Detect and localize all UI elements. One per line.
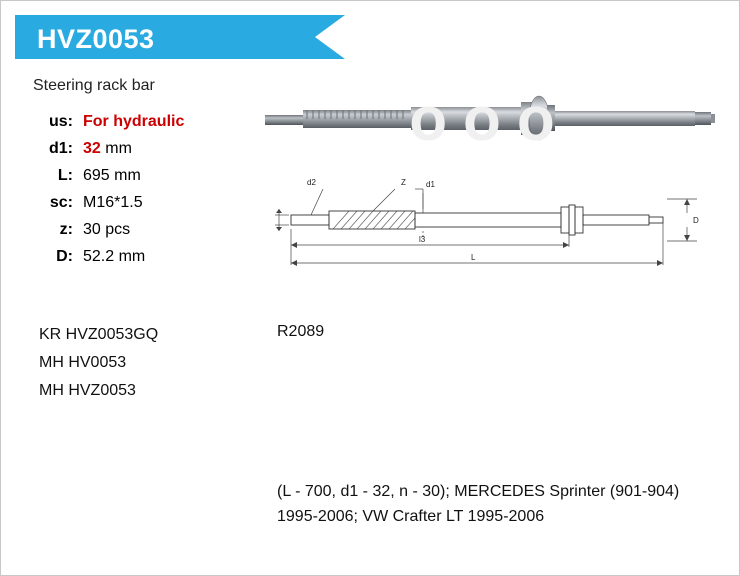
spec-value — [83, 194, 184, 221]
spec-key: z: — [59, 221, 73, 238]
drawing-label-z: Z — [401, 178, 406, 187]
spec-unit: mm — [105, 140, 132, 157]
table-row — [33, 194, 184, 221]
product-subtitle: Steering rack bar — [33, 77, 155, 94]
cross-reference-list — [39, 321, 158, 405]
spec-key: D: — [56, 248, 73, 265]
spec-key: d1: — [49, 140, 73, 157]
spec-value-text: 30 — [83, 221, 101, 238]
spec-value-text: 52.2 — [83, 248, 115, 265]
drawing-svg — [263, 169, 715, 279]
table-row — [33, 113, 184, 140]
list-item: MH HV0053 — [39, 354, 127, 371]
spec-table — [33, 113, 184, 275]
spec-key: L: — [57, 167, 73, 184]
spec-unit: mm — [118, 248, 146, 265]
list-item: MH HVZ0053 — [39, 382, 136, 399]
spec-unit: mm — [114, 167, 141, 184]
reference-code: R2089 — [277, 323, 325, 340]
spec-value-text: For hydraulic — [83, 113, 185, 130]
drawing-label-l3: l3 — [419, 235, 426, 244]
list-item: KR HVZ0053GQ — [39, 326, 159, 343]
drawing-label-d2: d2 — [307, 178, 316, 187]
spec-value — [83, 140, 184, 167]
technical-drawing — [263, 169, 715, 279]
spec-unit: pcs — [105, 221, 131, 238]
product-photo — [259, 75, 721, 163]
spec-value — [83, 221, 184, 248]
table-row — [33, 140, 184, 167]
drawing-label-L: L — [471, 253, 476, 262]
spec-value-text: 32 — [83, 140, 101, 157]
table-row — [33, 248, 184, 275]
drawing-label-D: D — [693, 216, 699, 225]
page-title: HVZ0053 — [37, 24, 155, 54]
drawing-label-d1: d1 — [426, 180, 435, 189]
table-row — [33, 167, 184, 194]
header-banner — [15, 15, 345, 59]
application-text: (L - 700, d1 - 32, n - 30); MERCEDES Sprinter (901-904) 1995-2006; VW Crafter LT 1995-2006 — [277, 483, 680, 525]
table-row — [33, 221, 184, 248]
spec-key: us: — [49, 113, 73, 130]
spec-value — [83, 167, 184, 194]
spec-key: sc: — [49, 194, 73, 211]
spec-value-text: 695 — [83, 167, 110, 184]
watermark-text: ooo — [409, 84, 571, 154]
spec-value — [83, 248, 184, 275]
spec-value-text: M16*1.5 — [83, 194, 143, 211]
spec-value — [83, 113, 184, 140]
